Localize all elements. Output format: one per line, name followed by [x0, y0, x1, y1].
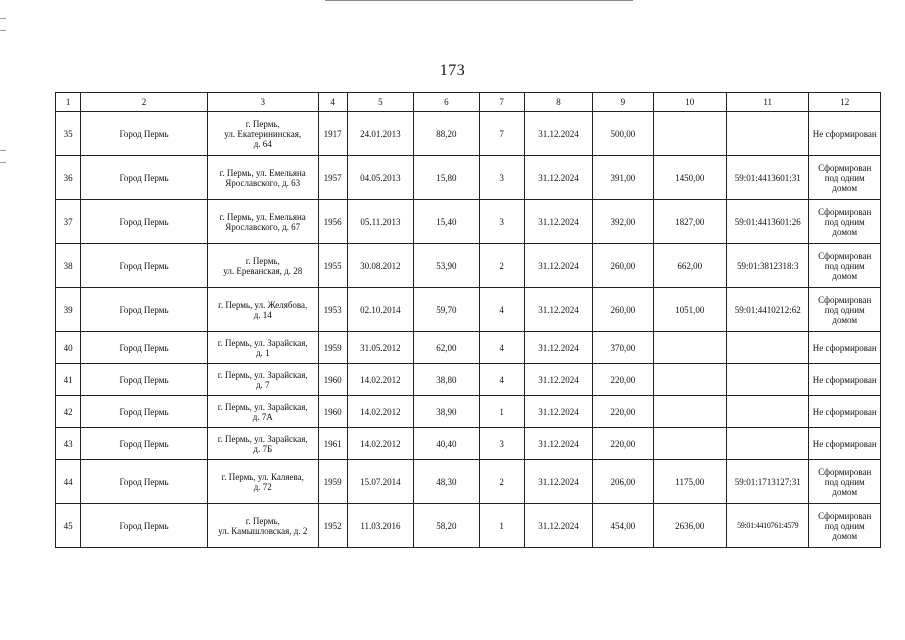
address-cell: г. Пермь, ул. Зарайская, д. 7 [207, 364, 318, 396]
address-cell: г. Пермь, ул. Зарайская, д. 7Б [207, 428, 318, 460]
municipality-cell: Город Пермь [81, 200, 208, 244]
area-cell: 15,80 [414, 156, 479, 200]
deadline-cell: 31.12.2024 [524, 364, 592, 396]
emergency-date-cell: 24.01.2013 [347, 112, 413, 156]
address-cell: г. Пермь, ул. Екатерининская, д. 64 [207, 112, 318, 156]
column-header: 1 [56, 93, 81, 112]
scan-top-line [325, 0, 633, 1]
emergency-date-cell: 02.10.2014 [347, 288, 413, 332]
cadastral-number-cell: 59:01:4413601:31 [726, 156, 809, 200]
cost-cell: 500,00 [593, 112, 653, 156]
column-header: 8 [524, 93, 592, 112]
deadline-cell: 31.12.2024 [524, 396, 592, 428]
table-row [56, 364, 881, 396]
cost-cell: 391,00 [593, 156, 653, 200]
municipality-cell: Город Пермь [81, 396, 208, 428]
land-area-cell [653, 364, 726, 396]
binding-hole-mark [0, 18, 6, 19]
emergency-date-cell: 11.03.2016 [347, 504, 413, 548]
residents-cell: 4 [479, 332, 524, 364]
column-header: 10 [653, 93, 726, 112]
land-area-cell [653, 332, 726, 364]
housing-register-table [55, 92, 881, 548]
row-number-cell: 40 [56, 332, 81, 364]
year-built-cell: 1917 [318, 112, 347, 156]
municipality-cell: Город Пермь [81, 112, 208, 156]
binding-hole-mark [0, 162, 6, 163]
column-header: 2 [81, 93, 208, 112]
row-number-cell: 45 [56, 504, 81, 548]
year-built-cell: 1956 [318, 200, 347, 244]
land-area-cell: 662,00 [653, 244, 726, 288]
column-header: 12 [809, 93, 881, 112]
municipality-cell: Город Пермь [81, 460, 208, 504]
address-cell: г. Пермь, ул. Емельяна Ярославского, д. 63 [207, 156, 318, 200]
cost-cell: 220,00 [593, 428, 653, 460]
row-number-cell: 39 [56, 288, 81, 332]
area-cell: 58,20 [414, 504, 479, 548]
emergency-date-cell: 05.11.2013 [347, 200, 413, 244]
year-built-cell: 1955 [318, 244, 347, 288]
address-cell: г. Пермь, ул. Ереванская, д. 28 [207, 244, 318, 288]
land-status-cell: Не сформирован [809, 332, 881, 364]
row-number-cell: 44 [56, 460, 81, 504]
municipality-cell: Город Пермь [81, 364, 208, 396]
cadastral-number-cell [726, 332, 809, 364]
year-built-cell: 1960 [318, 364, 347, 396]
row-number-cell: 43 [56, 428, 81, 460]
table-row [56, 460, 881, 504]
residents-cell: 3 [479, 200, 524, 244]
emergency-date-cell: 14.02.2012 [347, 396, 413, 428]
land-area-cell [653, 112, 726, 156]
area-cell: 38,90 [414, 396, 479, 428]
cost-cell: 392,00 [593, 200, 653, 244]
area-cell: 40,40 [414, 428, 479, 460]
year-built-cell: 1960 [318, 396, 347, 428]
deadline-cell: 31.12.2024 [524, 112, 592, 156]
residents-cell: 2 [479, 244, 524, 288]
municipality-cell: Город Пермь [81, 504, 208, 548]
residents-cell: 1 [479, 396, 524, 428]
emergency-date-cell: 31.05.2012 [347, 332, 413, 364]
cost-cell: 260,00 [593, 288, 653, 332]
area-cell: 59,70 [414, 288, 479, 332]
municipality-cell: Город Пермь [81, 288, 208, 332]
binding-hole-mark [0, 150, 6, 151]
emergency-date-cell: 14.02.2012 [347, 428, 413, 460]
deadline-cell: 31.12.2024 [524, 288, 592, 332]
row-number-cell: 35 [56, 112, 81, 156]
column-header: 3 [207, 93, 318, 112]
cost-cell: 260,00 [593, 244, 653, 288]
deadline-cell: 31.12.2024 [524, 200, 592, 244]
municipality-cell: Город Пермь [81, 332, 208, 364]
municipality-cell: Город Пермь [81, 428, 208, 460]
table-row [56, 504, 881, 548]
year-built-cell: 1961 [318, 428, 347, 460]
cadastral-number-cell: 59:01:1713127:31 [726, 460, 809, 504]
municipality-cell: Город Пермь [81, 156, 208, 200]
cost-cell: 220,00 [593, 396, 653, 428]
land-status-cell: Сформирован под одним домом [809, 288, 881, 332]
residents-cell: 1 [479, 504, 524, 548]
address-cell: г. Пермь, ул. Желябова, д. 14 [207, 288, 318, 332]
area-cell: 88,20 [414, 112, 479, 156]
cadastral-number-cell [726, 428, 809, 460]
table-row [56, 156, 881, 200]
cost-cell: 454,00 [593, 504, 653, 548]
address-cell: г. Пермь, ул. Зарайская, д. 7А [207, 396, 318, 428]
row-number-cell: 38 [56, 244, 81, 288]
land-status-cell: Не сформирован [809, 112, 881, 156]
emergency-date-cell: 04.05.2013 [347, 156, 413, 200]
land-status-cell: Не сформирован [809, 364, 881, 396]
deadline-cell: 31.12.2024 [524, 428, 592, 460]
emergency-date-cell: 14.02.2012 [347, 364, 413, 396]
cadastral-number-cell [726, 396, 809, 428]
address-cell: г. Пермь, ул. Емельяна Ярославского, д. 67 [207, 200, 318, 244]
page-number: 173 [439, 62, 466, 79]
area-cell: 53,90 [414, 244, 479, 288]
land-area-cell [653, 428, 726, 460]
land-area-cell: 1175,00 [653, 460, 726, 504]
cadastral-number-cell: 59:01:4410212:62 [726, 288, 809, 332]
table-row [56, 396, 881, 428]
residents-cell: 3 [479, 428, 524, 460]
deadline-cell: 31.12.2024 [524, 156, 592, 200]
land-status-cell: Сформирован под одним домом [809, 244, 881, 288]
year-built-cell: 1959 [318, 460, 347, 504]
land-status-cell: Не сформирован [809, 428, 881, 460]
land-status-cell: Сформирован под одним домом [809, 156, 881, 200]
cadastral-number-cell: 59:01:4410761:4579 [726, 504, 809, 548]
cadastral-number-cell [726, 364, 809, 396]
row-number-cell: 36 [56, 156, 81, 200]
table-row [56, 112, 881, 156]
land-status-cell: Сформирован под одним домом [809, 460, 881, 504]
address-cell: г. Пермь, ул. Каляева, д. 72 [207, 460, 318, 504]
area-cell: 62,00 [414, 332, 479, 364]
land-area-cell: 2636,00 [653, 504, 726, 548]
land-area-cell: 1450,00 [653, 156, 726, 200]
cost-cell: 206,00 [593, 460, 653, 504]
column-header: 6 [414, 93, 479, 112]
row-number-cell: 41 [56, 364, 81, 396]
emergency-date-cell: 30.08.2012 [347, 244, 413, 288]
deadline-cell: 31.12.2024 [524, 460, 592, 504]
residents-cell: 3 [479, 156, 524, 200]
table-row [56, 244, 881, 288]
area-cell: 38,80 [414, 364, 479, 396]
land-area-cell [653, 396, 726, 428]
year-built-cell: 1953 [318, 288, 347, 332]
year-built-cell: 1959 [318, 332, 347, 364]
emergency-date-cell: 15.07.2014 [347, 460, 413, 504]
cadastral-number-cell: 59:01:4413601:26 [726, 200, 809, 244]
column-header: 5 [347, 93, 413, 112]
row-number-cell: 37 [56, 200, 81, 244]
land-status-cell: Сформирован под одним домом [809, 504, 881, 548]
land-area-cell: 1051,00 [653, 288, 726, 332]
year-built-cell: 1952 [318, 504, 347, 548]
land-status-cell: Сформирован под одним домом [809, 200, 881, 244]
deadline-cell: 31.12.2024 [524, 332, 592, 364]
column-header: 9 [593, 93, 653, 112]
table-row [56, 288, 881, 332]
column-header: 11 [726, 93, 809, 112]
table-row [56, 200, 881, 244]
table-row [56, 332, 881, 364]
table-header-row [56, 93, 881, 112]
land-status-cell: Не сформирован [809, 396, 881, 428]
column-header: 4 [318, 93, 347, 112]
residents-cell: 4 [479, 364, 524, 396]
municipality-cell: Город Пермь [81, 244, 208, 288]
cost-cell: 220,00 [593, 364, 653, 396]
binding-hole-mark [0, 30, 6, 31]
residents-cell: 2 [479, 460, 524, 504]
row-number-cell: 42 [56, 396, 81, 428]
deadline-cell: 31.12.2024 [524, 244, 592, 288]
cost-cell: 370,00 [593, 332, 653, 364]
cadastral-number-cell: 59:01:3812318:3 [726, 244, 809, 288]
land-area-cell: 1827,00 [653, 200, 726, 244]
year-built-cell: 1957 [318, 156, 347, 200]
residents-cell: 7 [479, 112, 524, 156]
column-header: 7 [479, 93, 524, 112]
area-cell: 48,30 [414, 460, 479, 504]
address-cell: г. Пермь, ул. Зарайская, д. 1 [207, 332, 318, 364]
cadastral-number-cell [726, 112, 809, 156]
deadline-cell: 31.12.2024 [524, 504, 592, 548]
area-cell: 15,40 [414, 200, 479, 244]
table-row [56, 428, 881, 460]
residents-cell: 4 [479, 288, 524, 332]
address-cell: г. Пермь, ул. Камышловская, д. 2 [207, 504, 318, 548]
